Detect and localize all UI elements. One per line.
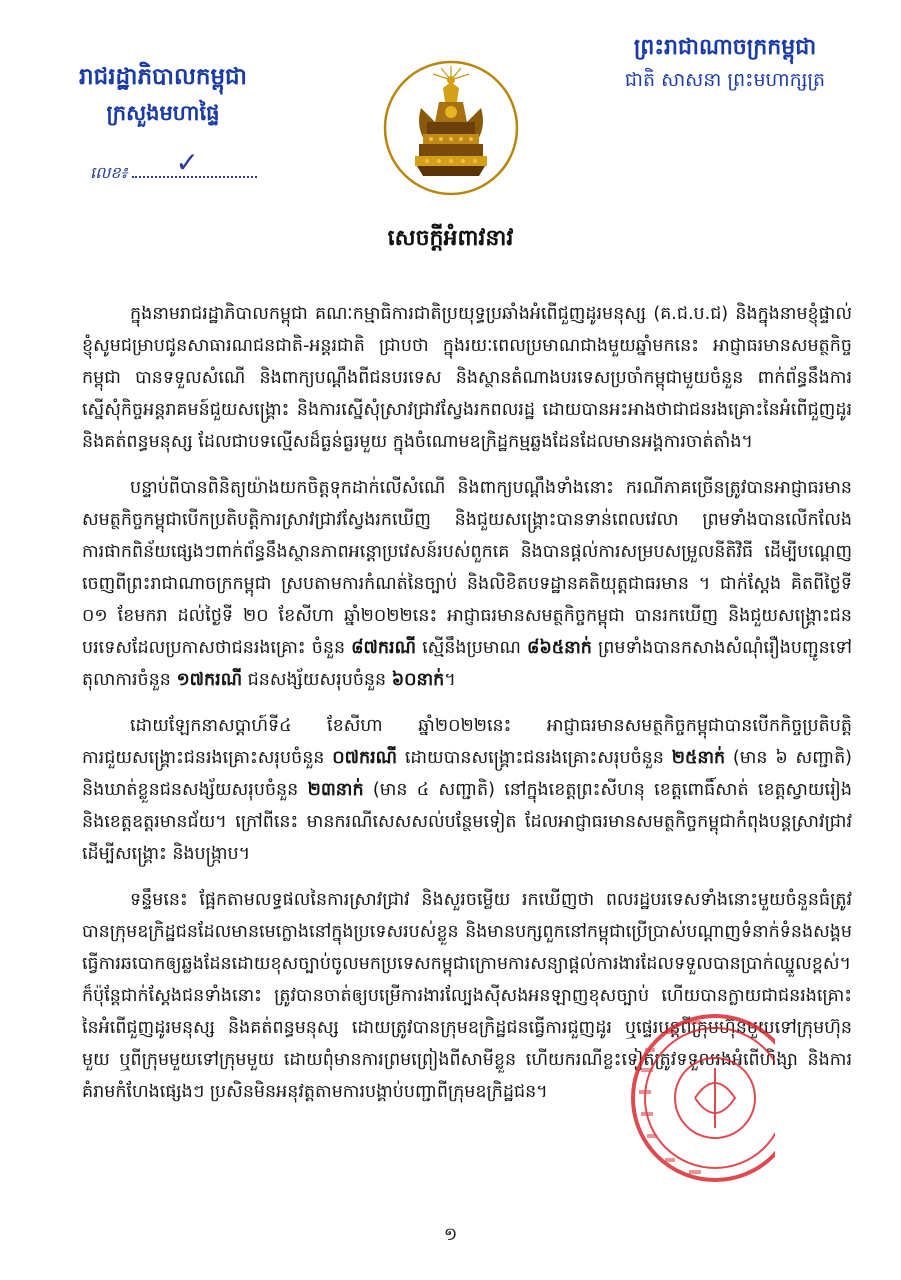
national-motto: ជាតិ សាសនា ព្រះមហាក្សត្រ: [624, 69, 826, 91]
paragraph-2-text: ស្មើនឹងប្រមាណ: [415, 638, 527, 658]
suspects-count: ៦០នាក់: [391, 670, 445, 690]
paragraph-3: [82, 710, 852, 870]
royal-emblem-icon: [381, 58, 521, 198]
victims-count: ២៥នាក់: [671, 748, 726, 768]
paragraph-2-text: ជនសង្ស័យសរុបចំនួន: [242, 670, 392, 690]
paragraph-3-text: (មាន ៦ សញ្ជាតិ) និងឃាត់ខ្លួនជនសង្ស័យសរុបចំនួន: [82, 748, 853, 800]
page-number: ១: [443, 1224, 458, 1245]
paragraph-3-text: ដោយឡែកនាសប្តាហ៍ទី៤ ខែសីហា ឆ្នាំ២០២២នេះ អាជ្ញាធរមានសមត្ថកិច្ចកម្ពុជាបានបើកកិច្ចប្រតិបត្តិការជួយសង្គ្រោះជនរងគ្រោះសរុបចំនួន: [82, 716, 852, 768]
people-count: ៨៦៥នាក់: [526, 638, 592, 658]
paragraph-3-text: (មាន ៤ សញ្ជាតិ) នៅក្នុងខេត្តព្រះសីហនុ ខេត្តពោធិ៍សាត់ ខេត្តស្វាយរៀង និងខេត្តឧត្តរមានជ័យ។ ក្រៅពីនេះ មានករណីសេសសល់បន្ថែមទៀត ដែលអាជ្ញាធរមានសមត្ថកិច្ចកម្ពុជាកំពុងបន្តស្រាវជ្រាវ ដើម្បីសង្គ្រោះ និងបង្ក្រាប។: [82, 780, 852, 864]
kingdom-name: ព្រះរាជាណាចក្រកម្ពុជា: [633, 34, 817, 60]
reference-number: [90, 146, 257, 186]
paragraph-2-text: ។: [444, 670, 456, 690]
government-name: រាជរដ្ឋាភិបាលកម្ពុជា: [79, 63, 247, 90]
reference-label: លេខ៖: [90, 163, 128, 182]
court-cases-count: ១៧ករណី: [176, 670, 243, 690]
paragraph-3-text: ដោយបានសង្គ្រោះជនរងគ្រោះសរុបចំនួន: [397, 748, 672, 768]
cases-count: ៨៧ករណី: [351, 638, 416, 658]
ministry-name: ក្រសួងមហាផ្ទៃ: [106, 100, 220, 125]
paragraph-1: ក្នុងនាមរាជរដ្ឋាភិបាលកម្ពុជា គណៈកម្មាធិការជាតិប្រយុទ្ធប្រឆាំងអំពើជួញដូរមនុស្ស (គ.ជ.ប.ជ) និងក្នុងនាមខ្ញុំផ្ទាល់ ខ្ញុំសូមជម្រាបជូនសាធារណជនជាតិ-អន្តរជាតិ ជ្រាបថា ក្នុងរយៈពេលប្រមាណជាងមួយឆ្នាំមកនេះ អាជ្ញាធរមានសមត្ថកិច្ចកម្ពុជា បានទទួលសំណើ និងពាក្យបណ្តឹងពីជនបរទេស និងស្ថានតំណាងបរទេសប្រចាំកម្ពុជាមួយចំនួន ពាក់ព័ន្ធនឹងការស្នើសុំកិច្ចអន្តរាគមន៍ជួយសង្គ្រោះ និងការស្នើសុំស្រាវជ្រាវស្វែងរកពលរដ្ឋ ដោយបានអះអាងថាជាជនរងគ្រោះនៃអំពើជួញដូរ និងគត់ពន្ធមនុស្ស ដែលជាបទល្មើសដ៏ធ្ងន់ធ្ងរមួយ ក្នុងចំណោមឧក្រិដ្ឋកម្មឆ្លងដែនដែលមានអង្គការចាត់តាំង។: [82, 304, 852, 452]
official-seal-icon: [625, 1008, 775, 1188]
kingdom-header: [590, 32, 860, 94]
paragraph-4: ទន្ទឹមនេះ ផ្អែកតាមលទ្ធផលនៃការស្រាវជ្រាវ និងសួរចម្លើយ រកឃើញថា ពលរដ្ឋបរទេសទាំងនោះមួយចំនួនធំត្រូវបានក្រុមឧក្រិដ្ឋជនដែលមានមេក្លោងនៅក្នុងប្រទេសរបស់ខ្លួន និងមានបក្សពួកនៅកម្ពុជាប្រើប្រាស់បណ្តាញទំនាក់ទំនងសង្គម ធ្វើការឆបោកឲ្យឆ្លងដែនដោយខុសច្បាប់ចូលមកប្រទេសកម្ពុជាក្រោមការសន្យាផ្តល់ការងារដែលទទួលបានប្រាក់ឈ្នួលខ្ពស់។ ក៏ប៉ុន្តែជាក់ស្តែងជនទាំងនោះ ត្រូវបានចាត់ឲ្យបម្រើការងារល្បែងស៊ីសងអនឡាញខុសច្បាប់ ហើយបានក្លាយជាជនរងគ្រោះនៃអំពើជួញដូរមនុស្ស និងគត់ពន្ធមនុស្ស ដោយត្រូវបានក្រុមឧក្រិដ្ឋជនធ្វើការជួញដូរ ឬផ្ទេរបន្តពីក្រុមហ៊ុនមួយទៅក្រុមហ៊ុនមួយ ឬពីក្រុមមួយទៅក្រុមមួយ ដោយពុំមានការព្រមព្រៀងពីសាមីខ្លួន ហើយករណីខ្លះទៀតត្រូវទទួលរងអំពើហិង្សា និងការគំរាមកំហែងផ្សេងៗ ប្រសិនមិនអនុវត្តតាមការបង្គាប់បញ្ជាពីក្រុមឧក្រិដ្ឋជន។: [82, 890, 852, 1102]
document-body: [82, 298, 852, 1122]
rescue-cases-count: ០៧ករណី: [332, 748, 398, 768]
paragraph-2-text: បន្ទាប់ពីបានពិនិត្យយ៉ាងយកចិត្តទុកដាក់លើសំណើ និងពាក្យបណ្តឹងទាំងនោះ ករណីភាគច្រើនត្រូវបានអាជ្ញាធរមានសមត្ថកិច្ចកម្ពុជាបើកប្រតិបត្តិការស្រាវជ្រាវស្វែងរកឃើញ និងជួយសង្គ្រោះបានទាន់ពេលវេលា ព្រមទាំងបានលើកលែងការផាកពិន័យផ្សេងៗពាក់ព័ន្ធនឹងស្ថានភាពអន្តោប្រវេសន៍របស់ពួកគេ និងបានផ្តល់ការសម្របសម្រួលនីតិវិធី ដើម្បីបណ្តេញចេញពីព្រះរាជាណាចក្រកម្ពុជា ស្របតាមការកំណត់នៃច្បាប់ និងលិខិតបទដ្ឋានគតិយុត្តជាធរមាន ។ ជាក់ស្តែង គិតពីថ្ងៃទី ០១ ខែមករា ដល់ថ្ងៃទី ២០ ខែសីហា ឆ្នាំ២០២២នេះ អាជ្ញាធរមានសមត្ថកិច្ចកម្ពុជា បានរកឃើញ និងជួយសង្គ្រោះជនបរទេសដែលប្រកាសថាជនរងគ្រោះ ចំនួន: [82, 478, 852, 658]
detained-count: ២៣នាក់: [307, 780, 364, 800]
reference-dotted-line: [132, 146, 257, 179]
paragraph-2-text: ព្រមទាំងបានកសាងសំណុំរឿងបញ្ជូនទៅតុលាការចំនួន: [82, 638, 852, 690]
ministry-header: [58, 62, 268, 128]
document-title: សេចក្តីអំពាវនាវ: [387, 225, 514, 251]
checkmark-icon: ✓: [175, 146, 199, 179]
paragraph-2: [82, 472, 852, 696]
